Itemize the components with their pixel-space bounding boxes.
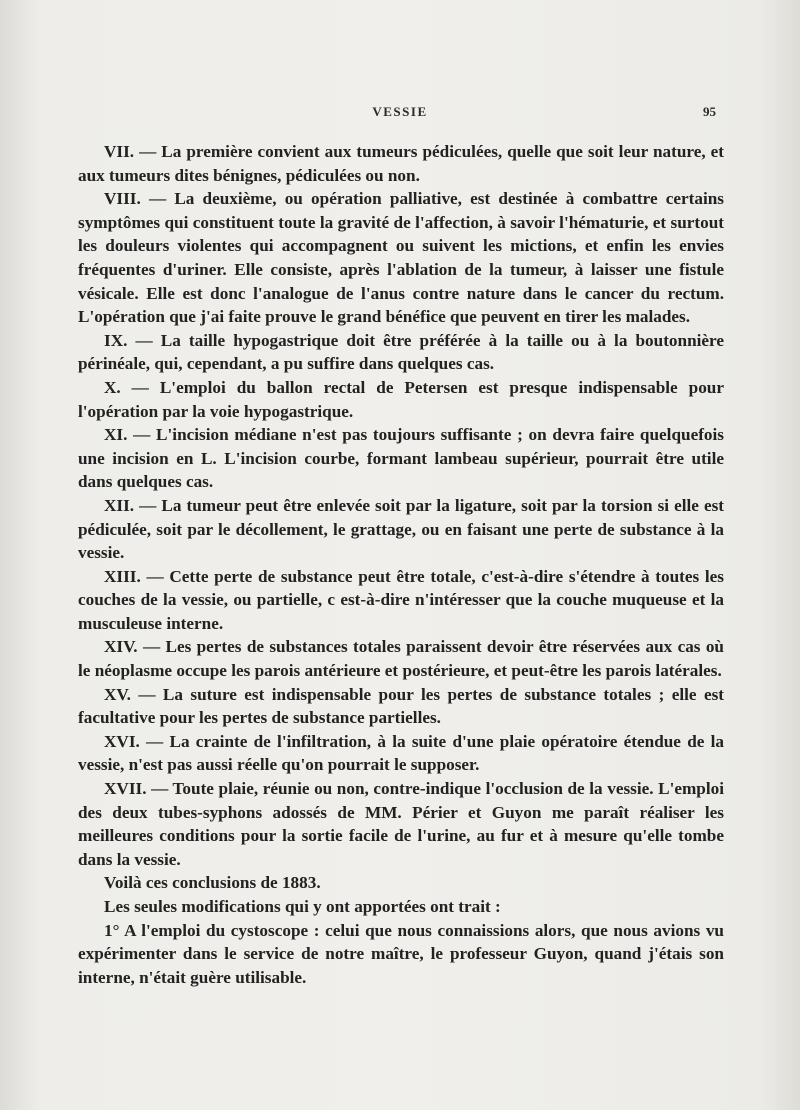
paragraph-modifications: Les seules modifications qui y ont apportées ont trait : [104, 897, 501, 916]
paragraph-xiv: XIV. — Les pertes de substances totales paraissent devoir être réservées aux cas où le néoplasme occupe les parois antérieure et postérieure, et peut-être les parois latérales. [78, 637, 724, 681]
body-text [78, 140, 724, 989]
paragraph-xvii: XVII. — Toute plaie, réunie ou non, contre-indique l'occlusion de la vessie. L'emploi des deux tubes-syphons adossés de MM. Périer et Guyon me paraît réaliser les meilleures conditions pour la sortie facile de l'urine, au fur et à mesure qu'elle tombe dans la vessie. [78, 779, 724, 869]
paragraph-viii: VIII. — La deuxième, ou opération palliative, est destinée à combattre certains symptômes qui constituent toute la gravité de l'affection, à savoir l'hématurie, et surtout les douleurs violentes qui accompagnent ou suivent les mictions, et enfin les envies fréquentes d'uriner. Elle consiste, après l'ablation de la tumeur, à laisser une fistule vésicale. Elle est donc l'analogue de l'anus contre nature dans le cancer du rectum. L'opération que j'ai faite prouve le grand bénéfice que peuvent en tirer les malades. [78, 189, 724, 327]
paragraph-xii: XII. — La tumeur peut être enlevée soit par la ligature, soit par la torsion si elle est pédiculée, soit par le décollement, le grattage, ou en faisant une perte de substance à la vessie. [78, 495, 724, 563]
paragraph-vii: VII. — La première convient aux tumeurs pédiculées, quelle que soit leur nature, et aux tumeurs dites bénignes, pédiculées ou non. [78, 142, 724, 185]
paragraph-ix: IX. — La taille hypogastrique doit être préférée à la taille ou à la boutonnière périnéale, qui, cependant, a pu suffire dans quelques cas. [78, 330, 724, 374]
paragraph-xi: XI. — L'incision médiane n'est pas toujours suffisante ; on devra faire quelquefois une incision en L. L'incision courbe, formant lambeau supérieur, pourrait être utile dans quelques cas. [78, 425, 724, 492]
paragraph-x: X. — L'emploi du ballon rectal de Petersen est presque indispensable pour l'opération par la voie hypogastrique. [78, 377, 724, 421]
page-number: 95 [703, 104, 716, 119]
paragraph-xv: XV. — La suture est indispensable pour les pertes de substance totales ; elle est facultative pour les pertes de substance partielles. [78, 684, 724, 728]
paragraph-cystoscope: 1° A l'emploi du cystoscope : celui que nous connaissions alors, que nous avions vu expérimenter dans le service de notre maître, le professeur Guyon, quand j'étais son interne, n'était guère utilisable. [78, 920, 724, 987]
paragraph-xvi: XVI. — La crainte de l'infiltration, à la suite d'une plaie opératoire étendue de la vessie, n'est pas aussi réelle qu'on pourrait le supposer. [78, 731, 724, 775]
paragraph-xiii: XIII. — Cette perte de substance peut être totale, c'est-à-dire s'étendre à toutes les couches de la vessie, ou partielle, c est-à-dire n'intéresser que la couche muqueuse et la musculeuse interne. [78, 566, 724, 633]
paragraph-conclusions-1883: Voilà ces conclusions de 1883. [104, 873, 321, 893]
running-title: VESSIE [372, 104, 428, 119]
page-header [0, 104, 800, 124]
